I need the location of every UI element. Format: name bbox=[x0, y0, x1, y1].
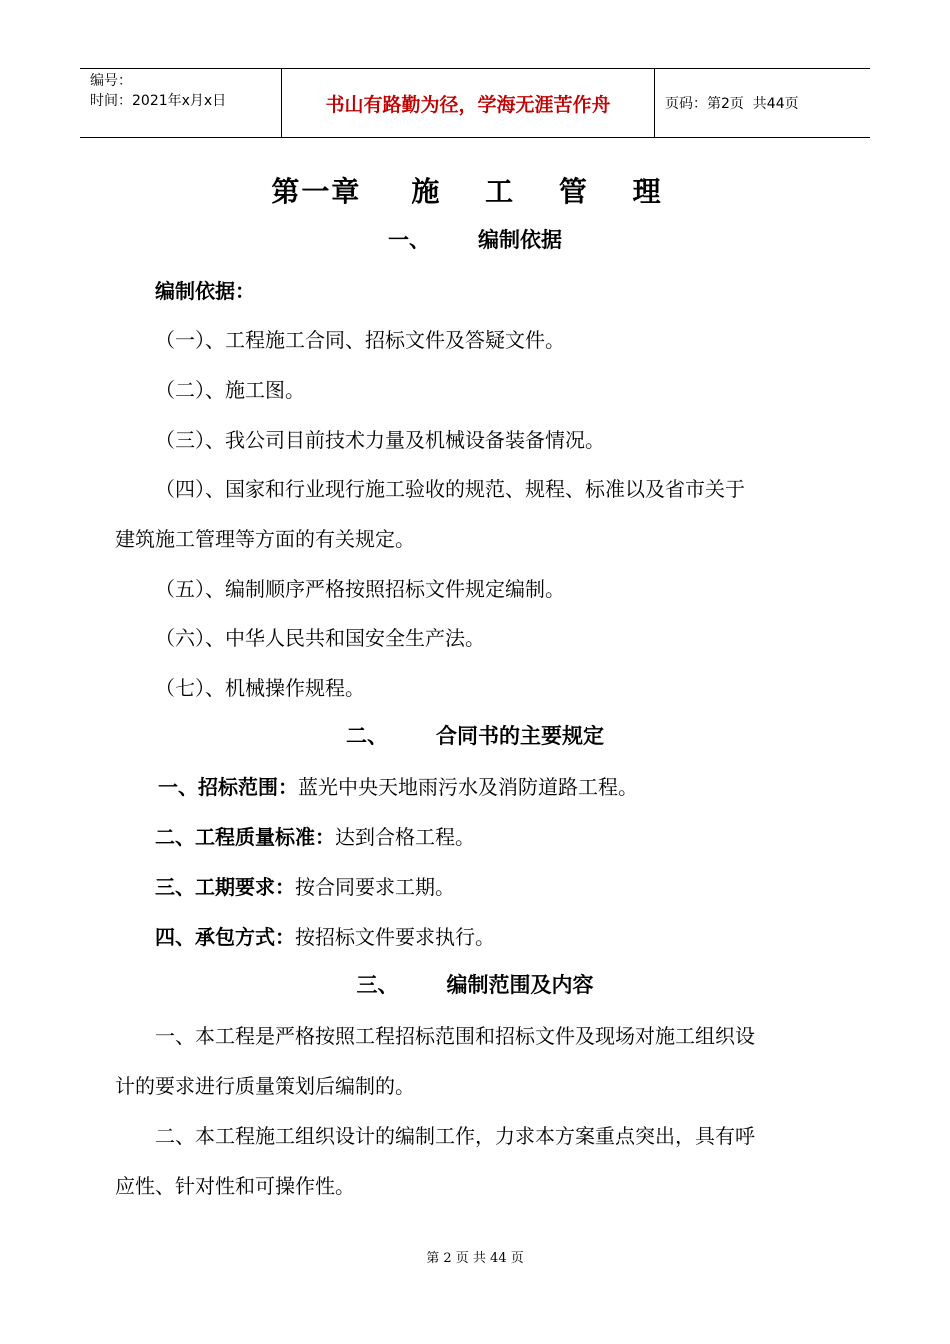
scope-paragraph-2: 二、本工程施工组织设计的编制工作，力求本方案重点突出，具有呼 bbox=[155, 1124, 755, 1148]
contract-row-duration bbox=[155, 871, 455, 900]
chapter-number: 第一章 bbox=[271, 175, 362, 208]
contract-row-text: 按合同要求工期。 bbox=[295, 875, 455, 899]
basis-item-7: （七）、机械操作规程。 bbox=[155, 676, 365, 700]
contract-row-label: 二、工程质量标准： bbox=[155, 825, 335, 849]
section-2-number: 二、 bbox=[346, 724, 388, 748]
section-3-title: 编制范围及内容 bbox=[446, 973, 594, 997]
basis-item-6: （六）、中华人民共和国安全生产法。 bbox=[155, 626, 485, 650]
contract-row-label: 三、工期要求： bbox=[155, 875, 295, 899]
header-motto-cell bbox=[282, 69, 655, 137]
section-2-heading bbox=[0, 720, 950, 750]
section-3-heading bbox=[0, 969, 950, 999]
section-1-intro: 编制依据： bbox=[155, 279, 255, 303]
section-1-number: 一、 bbox=[388, 228, 430, 252]
scope-paragraph-1: 一、本工程是严格按照工程招标范围和招标文件及现场对施工组织设 bbox=[155, 1024, 755, 1048]
scope-paragraph-2-continued: 应性、针对性和可操作性。 bbox=[115, 1174, 355, 1198]
contract-row-quality bbox=[155, 821, 475, 850]
basis-item-4-continued: 建筑施工管理等方面的有关规定。 bbox=[115, 527, 415, 551]
basis-item-5: （五）、编制顺序严格按照招标文件规定编制。 bbox=[155, 577, 565, 601]
scope-paragraph-1-continued: 计的要求进行质量策划后编制的。 bbox=[115, 1074, 415, 1098]
contract-row-contracting bbox=[155, 921, 495, 950]
section-2-title: 合同书的主要规定 bbox=[436, 724, 604, 748]
doc-date: 时间：2021年x月x日 bbox=[90, 93, 227, 109]
contract-row-text: 蓝光中央天地雨污水及消防道路工程。 bbox=[298, 775, 638, 799]
basis-item-3: （三）、我公司目前技术力量及机械设备装备情况。 bbox=[155, 428, 605, 452]
basis-item-4: （四）、国家和行业现行施工验收的规范、规程、标准以及省市关于 bbox=[155, 477, 745, 501]
section-1-title: 编制依据 bbox=[478, 228, 562, 252]
section-3-number: 三、 bbox=[356, 973, 399, 997]
contract-row-scope bbox=[158, 771, 638, 800]
page-footer: 第 2 页 共 44 页 bbox=[426, 1251, 524, 1266]
basis-item-2: （二）、施工图。 bbox=[155, 378, 305, 402]
chapter-name: 施 工 管 理 bbox=[411, 175, 679, 208]
header-motto: 书山有路勤为径，学海无涯苦作舟 bbox=[325, 93, 611, 116]
basis-item-1: （一）、工程施工合同、招标文件及答疑文件。 bbox=[155, 328, 565, 352]
header-page-cell bbox=[655, 69, 870, 137]
header-meta-cell bbox=[80, 69, 282, 137]
document-header bbox=[80, 68, 870, 138]
contract-row-text: 按招标文件要求执行。 bbox=[295, 925, 495, 949]
contract-row-label: 一、招标范围： bbox=[158, 775, 298, 799]
section-1-heading bbox=[0, 224, 950, 254]
contract-row-label: 四、承包方式： bbox=[155, 925, 295, 949]
doc-number-label: 编号： bbox=[90, 73, 132, 89]
header-page-info: 页码：第2页 共44页 bbox=[665, 96, 799, 112]
contract-row-text: 达到合格工程。 bbox=[335, 825, 475, 849]
chapter-title bbox=[0, 170, 950, 210]
